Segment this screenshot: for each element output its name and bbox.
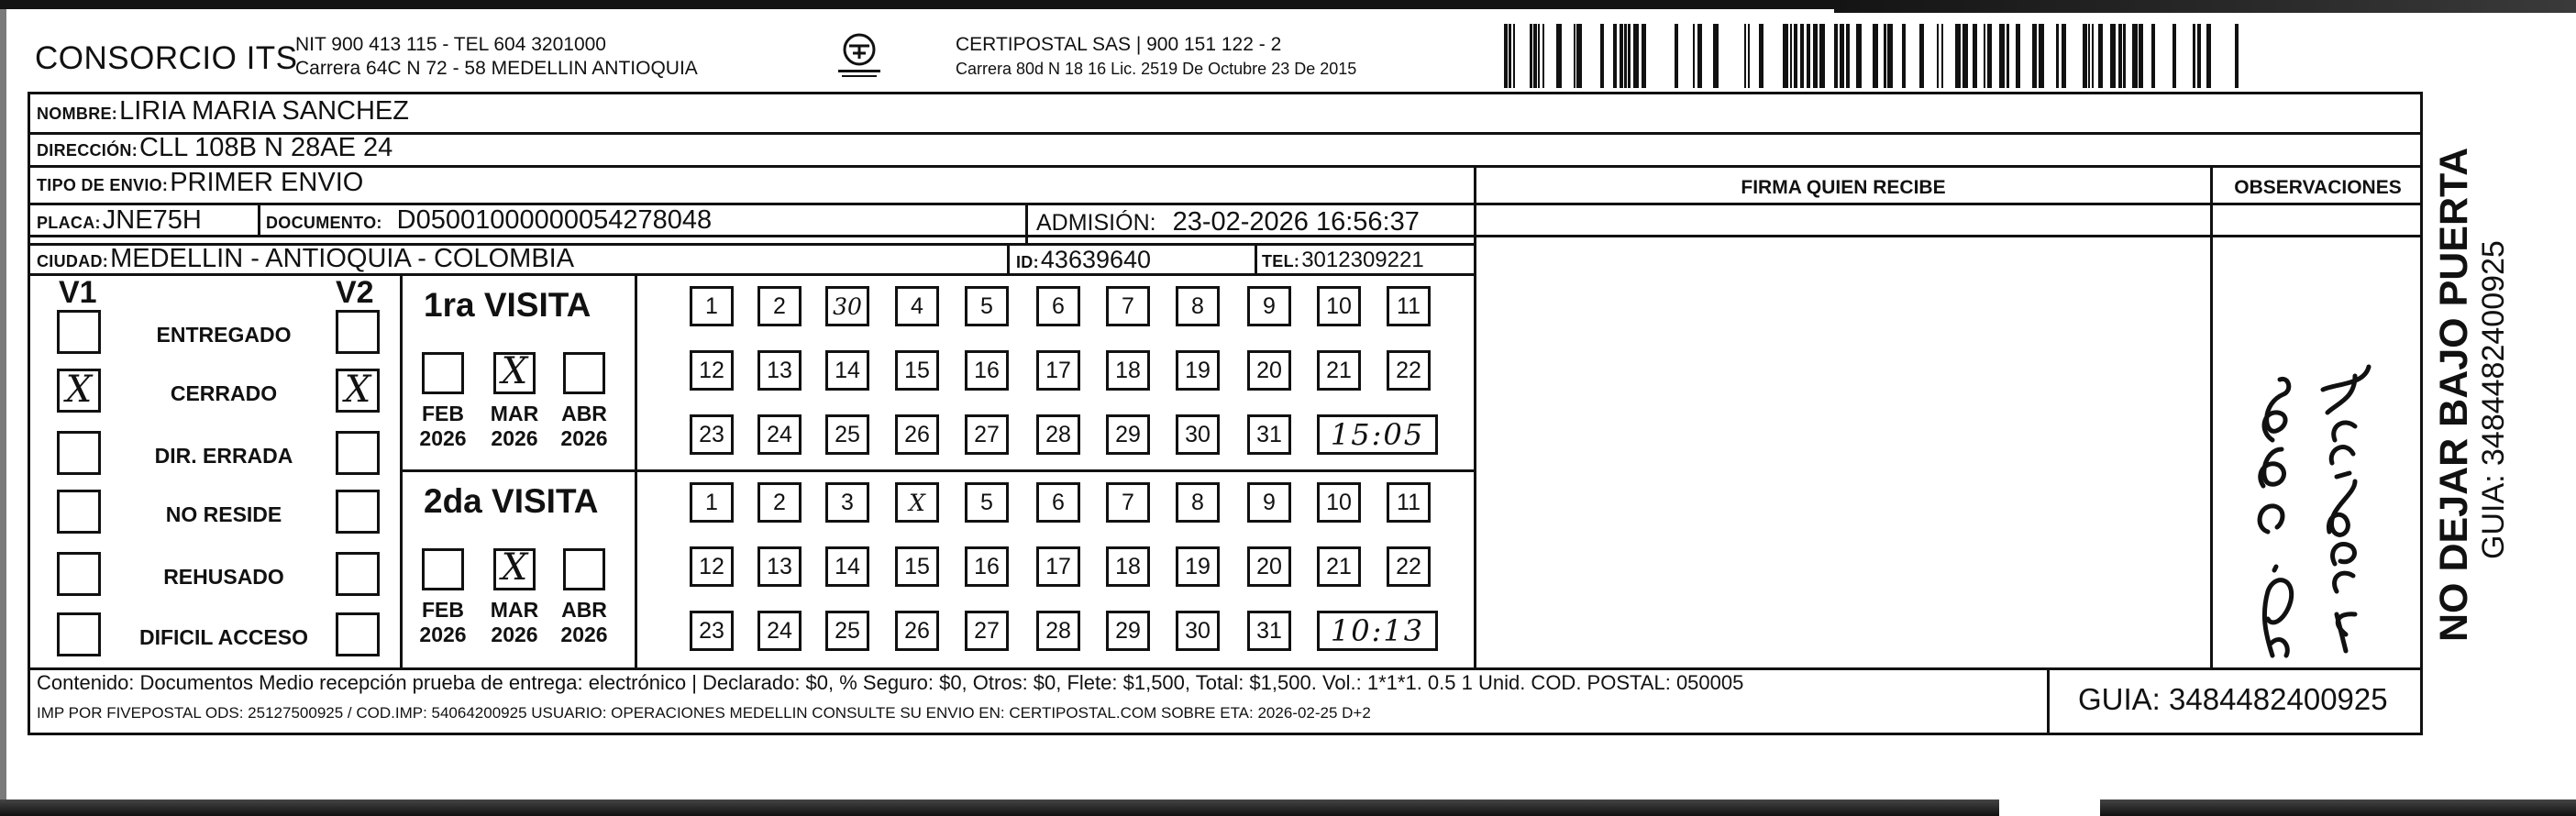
tel-row bbox=[1262, 248, 1424, 273]
day-number: 27 bbox=[974, 617, 1000, 644]
day-number: 14 bbox=[835, 553, 860, 579]
day-number: 11 bbox=[1397, 489, 1421, 515]
day-number: 23 bbox=[699, 617, 724, 644]
visit0-month-label-2 bbox=[552, 402, 616, 451]
visit1-day-27[interactable] bbox=[965, 611, 1009, 651]
day-number: 23 bbox=[699, 421, 724, 447]
ciudad-row bbox=[37, 244, 574, 274]
visit0-day-27[interactable] bbox=[965, 414, 1009, 455]
v2-check-mark: X bbox=[344, 369, 371, 412]
visit0-day-16[interactable] bbox=[965, 350, 1009, 391]
day-number: 17 bbox=[1045, 357, 1071, 383]
placa-label: PLACA: bbox=[37, 214, 101, 232]
id-label: ID: bbox=[1016, 253, 1039, 271]
day-number: 7 bbox=[1122, 489, 1134, 515]
admision-value: 23-02-2026 16:56:37 bbox=[1172, 207, 1420, 237]
observacion-handwriting bbox=[2217, 303, 2419, 660]
day-number: 28 bbox=[1045, 617, 1071, 644]
v2-checkbox-3[interactable] bbox=[336, 490, 380, 534]
month-name: ABR bbox=[561, 402, 607, 425]
side-guia-text: GUIA: 3484482400925 bbox=[2476, 240, 2511, 559]
day-number: 18 bbox=[1115, 553, 1141, 579]
v1-checkbox-5[interactable] bbox=[57, 612, 101, 656]
day-number: 8 bbox=[1191, 292, 1204, 319]
visit0-day-4[interactable] bbox=[895, 286, 939, 326]
visit1-month-checkbox-1[interactable] bbox=[493, 548, 536, 590]
visit0-day-2[interactable] bbox=[757, 286, 802, 326]
v2-header: V2 bbox=[336, 275, 374, 310]
documento-label: DOCUMENTO: bbox=[266, 214, 382, 232]
visit0-day-31[interactable] bbox=[1247, 414, 1291, 455]
visit1-day-21[interactable] bbox=[1317, 546, 1361, 587]
day-number: 28 bbox=[1045, 421, 1071, 447]
visit0-day-21[interactable] bbox=[1317, 350, 1361, 391]
observaciones-header: OBSERVACIONES bbox=[2234, 177, 2402, 198]
day-number: 15 bbox=[904, 553, 930, 579]
visit0-month-checkbox-2[interactable] bbox=[563, 352, 605, 394]
status-label-1: CERRADO bbox=[170, 381, 278, 405]
visit0-day-20[interactable] bbox=[1247, 350, 1291, 391]
day-number: 12 bbox=[699, 357, 724, 383]
nombre-value: LIRIA MARIA SANCHEZ bbox=[119, 96, 409, 126]
imp-text: IMP POR FIVEPOSTAL ODS: 25127500925 / COD.IMP: 54064200925 USUARIO: OPERACIONES MEDELLIN CONSULTE SU ENVIO EN: CERTIPOSTAL.COM SOBRE ETA: 2026-02-25 D+2 bbox=[37, 704, 1371, 722]
visit0-day-3[interactable] bbox=[825, 286, 869, 326]
day-number: 20 bbox=[1256, 357, 1282, 383]
visit1-day-28[interactable] bbox=[1036, 611, 1080, 651]
visit1-day-24[interactable] bbox=[757, 611, 802, 651]
tipo-envio-label: TIPO DE ENVIO: bbox=[37, 176, 169, 194]
visit1-day-14[interactable] bbox=[825, 546, 869, 587]
visit1-day-4[interactable] bbox=[895, 482, 939, 523]
visit1-day-30[interactable] bbox=[1176, 611, 1220, 651]
v2-checkbox-1[interactable] bbox=[336, 369, 380, 413]
month-year: 2026 bbox=[491, 426, 538, 450]
visit1-month-label-2 bbox=[552, 598, 616, 647]
month-name: MAR bbox=[490, 598, 539, 622]
visit0-day-28[interactable] bbox=[1036, 414, 1080, 455]
visit1-month-label-1 bbox=[482, 598, 547, 647]
month-check-mark: X bbox=[501, 350, 528, 393]
visit1-day-11[interactable] bbox=[1387, 482, 1431, 523]
day-number: 26 bbox=[904, 421, 930, 447]
visit1-day-17[interactable] bbox=[1036, 546, 1080, 587]
month-year: 2026 bbox=[419, 623, 467, 646]
visit0-day-10[interactable] bbox=[1317, 286, 1361, 326]
visit1-day-3[interactable] bbox=[825, 482, 869, 523]
day-number: 29 bbox=[1115, 617, 1141, 644]
month-year: 2026 bbox=[560, 426, 608, 450]
v1-checkbox-3[interactable] bbox=[57, 490, 101, 534]
visit0-day-9[interactable] bbox=[1247, 286, 1291, 326]
month-name: FEB bbox=[422, 598, 464, 622]
visit1-month-checkbox-2[interactable] bbox=[563, 548, 605, 590]
day-number: 16 bbox=[974, 357, 1000, 383]
visit1-month-checkbox-0[interactable] bbox=[422, 548, 464, 590]
day-number: 1 bbox=[705, 292, 718, 319]
day-number: 17 bbox=[1045, 553, 1071, 579]
v1-checkbox-4[interactable] bbox=[57, 552, 101, 596]
day-number: 7 bbox=[1122, 292, 1134, 319]
visit0-day-19[interactable] bbox=[1176, 350, 1220, 391]
visit1-day-2[interactable] bbox=[757, 482, 802, 523]
visit1-day-29[interactable] bbox=[1106, 611, 1150, 651]
day-number: 2 bbox=[773, 489, 786, 515]
day-number: 3 bbox=[841, 489, 854, 515]
visit0-day-7[interactable] bbox=[1106, 286, 1150, 326]
v2-checkbox-4[interactable] bbox=[336, 552, 380, 596]
tipo-envio-value: PRIMER ENVIO bbox=[170, 168, 364, 197]
id-row bbox=[1016, 246, 1151, 274]
visit1-day-9[interactable] bbox=[1247, 482, 1291, 523]
v2-checkbox-2[interactable] bbox=[336, 431, 380, 475]
visit0-day-15[interactable] bbox=[895, 350, 939, 391]
visit1-day-6[interactable] bbox=[1036, 482, 1080, 523]
visit1-day-10[interactable] bbox=[1317, 482, 1361, 523]
visit1-day-15[interactable] bbox=[895, 546, 939, 587]
id-value: 43639640 bbox=[1040, 246, 1152, 273]
day-number: 8 bbox=[1191, 489, 1204, 515]
direccion-label: DIRECCIÓN: bbox=[37, 141, 138, 160]
v1-header: V1 bbox=[59, 275, 97, 310]
visit0-day-17[interactable] bbox=[1036, 350, 1080, 391]
month-year: 2026 bbox=[491, 623, 538, 646]
day-number: 24 bbox=[767, 421, 792, 447]
visit1-day-7[interactable] bbox=[1106, 482, 1150, 523]
visit1-day-5[interactable] bbox=[965, 482, 1009, 523]
visit1-day-12[interactable] bbox=[690, 546, 734, 587]
day-number: 30 bbox=[833, 292, 862, 320]
day-number: 14 bbox=[835, 357, 860, 383]
visit1-time: 10:13 bbox=[1317, 611, 1438, 651]
visit0-day-1[interactable] bbox=[690, 286, 734, 326]
day-number: 10 bbox=[1326, 292, 1352, 319]
scan-top-edge-fade bbox=[1834, 0, 2576, 13]
day-number: 19 bbox=[1185, 553, 1211, 579]
day-number: 1 bbox=[705, 489, 718, 515]
day-number: 18 bbox=[1115, 357, 1141, 383]
day-number: 11 bbox=[1397, 292, 1421, 319]
visit1-day-18[interactable] bbox=[1106, 546, 1150, 587]
placa-value: JNE75H bbox=[102, 205, 202, 235]
visit0-day-13[interactable] bbox=[757, 350, 802, 391]
courier-info-line1: CERTIPOSTAL SAS | 900 151 122 - 2 bbox=[956, 34, 1282, 55]
firma-header: FIRMA QUIEN RECIBE bbox=[1741, 177, 1946, 198]
tel-value: 3012309221 bbox=[1301, 248, 1424, 272]
month-name: FEB bbox=[422, 402, 464, 425]
visit0-day-30[interactable] bbox=[1176, 414, 1220, 455]
day-number: 16 bbox=[974, 553, 1000, 579]
day-number: 13 bbox=[767, 357, 792, 383]
certipostal-logo-icon bbox=[831, 29, 888, 84]
day-number: 5 bbox=[980, 489, 993, 515]
tipo-envio-row bbox=[37, 168, 363, 198]
scan-bottom-edge bbox=[0, 799, 2576, 816]
courier-info-line2: Carrera 80d N 18 16 Lic. 2519 De Octubre 23 De 2015 bbox=[956, 60, 1357, 78]
documento-row bbox=[266, 205, 712, 236]
ciudad-label: CIUDAD: bbox=[37, 252, 109, 270]
v1-check-mark: X bbox=[65, 369, 93, 412]
visit0-day-25[interactable] bbox=[825, 414, 869, 455]
month-year: 2026 bbox=[419, 426, 467, 450]
documento-value: D05001000000054278048 bbox=[396, 205, 713, 235]
status-label-4: REHUSADO bbox=[163, 565, 284, 589]
admision-row bbox=[1036, 207, 1420, 237]
guia-footer: GUIA: 3484482400925 bbox=[2078, 682, 2388, 716]
visit0-day-22[interactable] bbox=[1387, 350, 1431, 391]
month-year: 2026 bbox=[560, 623, 608, 646]
visit0-month-label-0 bbox=[411, 402, 475, 451]
day-number: 25 bbox=[835, 617, 860, 644]
status-label-5: DIFICIL ACCESO bbox=[138, 625, 308, 649]
nombre-row bbox=[37, 96, 409, 127]
day-number: 9 bbox=[1263, 292, 1276, 319]
visit0-day-23[interactable] bbox=[690, 414, 734, 455]
day-number: 20 bbox=[1256, 553, 1282, 579]
visit0-day-6[interactable] bbox=[1036, 286, 1080, 326]
visit1-day-26[interactable] bbox=[895, 611, 939, 651]
status-label-3: NO RESIDE bbox=[165, 502, 282, 526]
visit1-day-22[interactable] bbox=[1387, 546, 1431, 587]
day-number: 30 bbox=[1185, 617, 1211, 644]
status-label-0: ENTREGADO bbox=[156, 323, 292, 347]
day-number: 24 bbox=[767, 617, 792, 644]
visit1-day-23[interactable] bbox=[690, 611, 734, 651]
visit0-month-label-1 bbox=[482, 402, 547, 451]
company-info-line1: NIT 900 413 115 - TEL 604 3201000 bbox=[295, 34, 606, 55]
visit0-day-5[interactable] bbox=[965, 286, 1009, 326]
month-name: ABR bbox=[561, 598, 607, 622]
v1-checkbox-0[interactable] bbox=[57, 310, 101, 354]
visit1-day-8[interactable] bbox=[1176, 482, 1220, 523]
day-number: 4 bbox=[911, 292, 923, 319]
admision-label: ADMISIÓN: bbox=[1036, 210, 1156, 236]
day-number: 9 bbox=[1263, 489, 1276, 515]
visit0-month-checkbox-0[interactable] bbox=[422, 352, 464, 394]
status-label-2: DIR. ERRADA bbox=[154, 444, 293, 468]
day-number: 21 bbox=[1326, 553, 1352, 579]
scan-bottom-gap bbox=[1999, 799, 2100, 816]
visit0-day-11[interactable] bbox=[1387, 286, 1431, 326]
visit0-day-12[interactable] bbox=[690, 350, 734, 391]
no-dejar-bajo-puerta-text: NO DEJAR BAJO PUERTA bbox=[2432, 147, 2476, 642]
day-number: 10 bbox=[1326, 489, 1352, 515]
v1-checkbox-2[interactable] bbox=[57, 431, 101, 475]
month-name: MAR bbox=[490, 402, 539, 425]
visit1-day-16[interactable] bbox=[965, 546, 1009, 587]
company-info-line2: Carrera 64C N 72 - 58 MEDELLIN ANTIOQUIA bbox=[295, 58, 698, 79]
day-number: X bbox=[909, 489, 925, 516]
day-number: 6 bbox=[1052, 292, 1065, 319]
tel-label: TEL: bbox=[1262, 252, 1300, 270]
day-number: 27 bbox=[974, 421, 1000, 447]
barcode-icon bbox=[1504, 24, 2239, 88]
visit1-day-19[interactable] bbox=[1176, 546, 1220, 587]
visit0-day-24[interactable] bbox=[757, 414, 802, 455]
visit0-day-18[interactable] bbox=[1106, 350, 1150, 391]
nombre-label: NOMBRE: bbox=[37, 105, 118, 123]
visit1-day-1[interactable] bbox=[690, 482, 734, 523]
day-number: 31 bbox=[1256, 421, 1282, 447]
visit1-day-25[interactable] bbox=[825, 611, 869, 651]
ciudad-value: MEDELLIN - ANTIOQUIA - COLOMBIA bbox=[110, 244, 575, 273]
day-number: 19 bbox=[1185, 357, 1211, 383]
v2-checkbox-0[interactable] bbox=[336, 310, 380, 354]
day-number: 22 bbox=[1396, 357, 1421, 383]
day-number: 15 bbox=[904, 357, 930, 383]
day-number: 31 bbox=[1256, 617, 1282, 644]
visit0-day-29[interactable] bbox=[1106, 414, 1150, 455]
visit0-day-8[interactable] bbox=[1176, 286, 1220, 326]
direccion-row bbox=[37, 133, 392, 163]
visit1-day-20[interactable] bbox=[1247, 546, 1291, 587]
day-number: 12 bbox=[699, 553, 724, 579]
visit1-day-31[interactable] bbox=[1247, 611, 1291, 651]
visit0-day-14[interactable] bbox=[825, 350, 869, 391]
day-number: 2 bbox=[773, 292, 786, 319]
visit-title-0: 1ra VISITA bbox=[424, 286, 591, 324]
company-name: CONSORCIO ITS bbox=[35, 40, 298, 76]
day-number: 21 bbox=[1326, 357, 1352, 383]
day-number: 25 bbox=[835, 421, 860, 447]
day-number: 26 bbox=[904, 617, 930, 644]
day-number: 30 bbox=[1185, 421, 1211, 447]
day-number: 5 bbox=[980, 292, 993, 319]
day-number: 13 bbox=[767, 553, 792, 579]
visit1-day-13[interactable] bbox=[757, 546, 802, 587]
visit1-month-label-0 bbox=[411, 598, 475, 647]
visit0-day-26[interactable] bbox=[895, 414, 939, 455]
visit0-time: 15:05 bbox=[1317, 414, 1438, 455]
v2-checkbox-5[interactable] bbox=[336, 612, 380, 656]
day-number: 6 bbox=[1052, 489, 1065, 515]
visit-title-1: 2da VISITA bbox=[424, 482, 599, 520]
month-check-mark: X bbox=[501, 546, 528, 590]
day-number: 29 bbox=[1115, 421, 1141, 447]
visit0-month-checkbox-1[interactable] bbox=[493, 352, 536, 394]
day-number: 22 bbox=[1396, 553, 1421, 579]
scan-left-edge bbox=[0, 9, 6, 799]
contenido-text: Contenido: Documentos Medio recepción prueba de entrega: electrónico | Declarado: $0, % Seguro: $0, Otros: $0, Flete: $1,500, Total: $1,500. Vol.: 1*1*1. 0.5 1 Unid. COD. POSTAL: 050005 bbox=[37, 671, 1744, 694]
v1-checkbox-1[interactable] bbox=[57, 369, 101, 413]
placa-row bbox=[37, 205, 202, 236]
direccion-value: CLL 108B N 28AE 24 bbox=[139, 133, 393, 162]
